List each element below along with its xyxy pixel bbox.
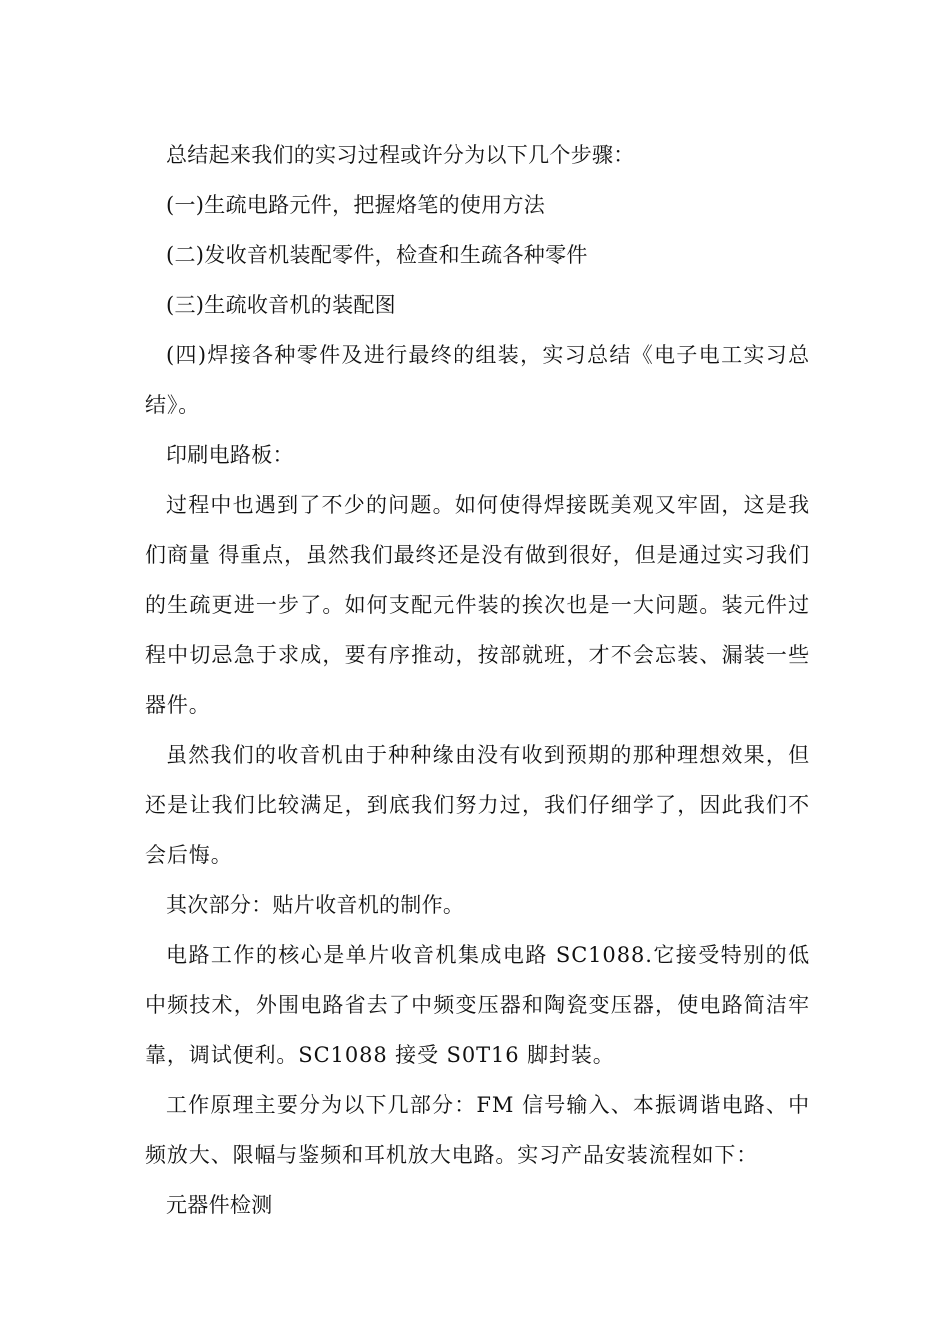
- paragraph-circuit-core: 电路工作的核心是单片收音机集成电路 SC1088.它接受特别的低中频技术，外围电路省去了中频变压器和陶瓷变压器，使电路简洁牢靠，调试便利。SC1088 接受 S0T16 脚封装。: [145, 943, 810, 1067]
- paragraph-working-principle: 工作原理主要分为以下几部分：FM 信号输入、本振调谐电路、中频放大、限幅与鉴频和耳机放大电路。实习产品安装流程如下：: [145, 1093, 810, 1167]
- paragraph-problems: 过程中也遇到了不少的问题。如何使得焊接既美观又牢固，这是我们商量 得重点，虽然我们最终还是没有做到很好，但是通过实习我们的生疏更进一步了。如何支配元件装的挨次也是一大问题。装元件过程中切忌急于求成，要有序推动，按部就班，才不会忘装、漏装一些器件。: [145, 493, 810, 717]
- paragraph-step-1: (一)生疏电路元件，把握烙笔的使用方法: [166, 193, 546, 217]
- paragraph-steps-intro: 总结起来我们的实习过程或许分为以下几个步骤：: [166, 143, 635, 167]
- paragraph-pcb-heading: 印刷电路板：: [166, 443, 294, 467]
- document-body: [145, 130, 810, 1230]
- paragraph-component-test: 元器件检测: [166, 1193, 273, 1217]
- paragraph-reflection: 虽然我们的收音机由于种种缘由没有收到预期的那种理想效果，但还是让我们比较满足，到底我们努力过，我们仔细学了，因此我们不会后悔。: [145, 743, 810, 867]
- paragraph-step-3: (三)生疏收音机的装配图: [166, 293, 396, 317]
- paragraph-step-4: (四)焊接各种零件及进行最终的组装，实习总结《电子电工实习总结》。: [145, 343, 810, 417]
- paragraph-part-two-heading: 其次部分：贴片收音机的制作。: [166, 893, 465, 917]
- paragraph-step-2: (二)发收音机装配零件，检查和生疏各种零件: [166, 243, 588, 267]
